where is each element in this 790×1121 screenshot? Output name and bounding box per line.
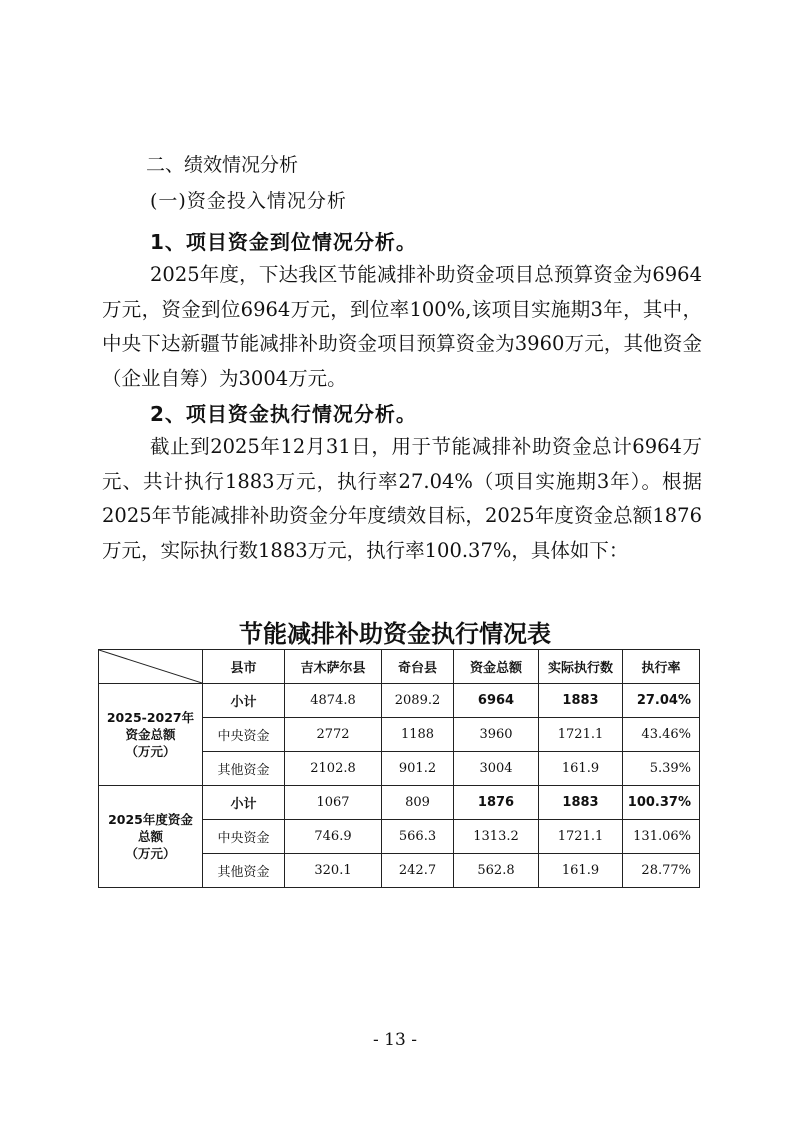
header-cell: 奇台县 xyxy=(382,650,454,684)
value-cell: 131.06% xyxy=(623,820,700,854)
value-cell: 1721.1 xyxy=(539,820,623,854)
value-cell: 1883 xyxy=(539,684,623,718)
value-cell: 1313.2 xyxy=(454,820,539,854)
group-label-line: （万元） xyxy=(125,846,176,861)
value-cell: 1876 xyxy=(454,786,539,820)
value-cell: 6964 xyxy=(454,684,539,718)
group-label-cell xyxy=(99,684,203,786)
fund-execution-table xyxy=(98,649,700,888)
header-cell: 资金总额 xyxy=(454,650,539,684)
value-cell: 1721.1 xyxy=(539,718,623,752)
value-cell: 2102.8 xyxy=(285,752,382,786)
header-cell: 县市 xyxy=(203,650,285,684)
value-cell: 566.3 xyxy=(382,820,454,854)
diagonal-corner-cell xyxy=(99,650,203,684)
group-label-line: 2025-2027年 xyxy=(106,710,195,725)
group-label-cell xyxy=(99,786,203,888)
value-cell: 746.9 xyxy=(285,820,382,854)
row-label: 中央资金 xyxy=(203,820,285,854)
table-row xyxy=(99,684,700,718)
value-cell: 1067 xyxy=(285,786,382,820)
value-cell: 1188 xyxy=(382,718,454,752)
value-cell: 161.9 xyxy=(539,752,623,786)
value-cell: 2089.2 xyxy=(382,684,454,718)
item2-paragraph: 截止到2025年12月31日，用于节能减排补助资金总计6964万元、共计执行1883万元，执行率27.04%（项目实施期3年）。根据2025年节能减排补助资金分年度绩效目标，2025年度资金总额1876万元，实际执行数1883万元，执行率100.37%，具体如下： xyxy=(102,435,702,562)
group-label-line: （万元） xyxy=(125,744,176,759)
group-label-line: 总额 xyxy=(137,829,163,844)
row-label: 其他资金 xyxy=(203,752,285,786)
value-cell: 100.37% xyxy=(623,786,700,820)
diagonal-line xyxy=(99,650,202,683)
value-cell: 1883 xyxy=(539,786,623,820)
value-cell: 242.7 xyxy=(382,854,454,888)
value-cell: 901.2 xyxy=(382,752,454,786)
group-label-line: 2025年度资金 xyxy=(108,812,193,827)
value-cell: 320.1 xyxy=(285,854,382,888)
value-cell: 809 xyxy=(382,786,454,820)
value-cell: 3960 xyxy=(454,718,539,752)
value-cell: 2772 xyxy=(285,718,382,752)
table-header-row xyxy=(99,650,700,684)
header-cell: 吉木萨尔县 xyxy=(285,650,382,684)
value-cell: 3004 xyxy=(454,752,539,786)
item1-paragraph: 2025年度，下达我区节能减排补助资金项目总预算资金为6964万元，资金到位6964万元，到位率100%,该项目实施期3年，其中，中央下达新疆节能减排补助资金项目预算资金为3960万元，其他资金（企业自筹）为3004万元。 xyxy=(102,263,702,390)
subsection-heading: (一)资金投入情况分析 xyxy=(150,190,347,212)
value-cell: 161.9 xyxy=(539,854,623,888)
group-label-line: 资金总额 xyxy=(125,727,176,742)
item2-heading: 2、项目资金执行情况分析。 xyxy=(150,402,417,426)
page-number: - 13 - xyxy=(373,1030,417,1050)
table-title: 节能减排补助资金执行情况表 xyxy=(239,620,551,648)
value-cell: 27.04% xyxy=(623,684,700,718)
item1-heading: 1、项目资金到位情况分析。 xyxy=(150,230,417,254)
row-label: 小计 xyxy=(203,786,285,820)
row-label: 中央资金 xyxy=(203,718,285,752)
table-row xyxy=(99,786,700,820)
row-label: 小计 xyxy=(203,684,285,718)
value-cell: 562.8 xyxy=(454,854,539,888)
row-label: 其他资金 xyxy=(203,854,285,888)
header-cell: 实际执行数 xyxy=(539,650,623,684)
value-cell: 5.39% xyxy=(623,752,700,786)
value-cell: 4874.8 xyxy=(285,684,382,718)
value-cell: 43.46% xyxy=(623,718,700,752)
section-heading: 二、绩效情况分析 xyxy=(146,154,299,176)
header-cell: 执行率 xyxy=(623,650,700,684)
value-cell: 28.77% xyxy=(623,854,700,888)
